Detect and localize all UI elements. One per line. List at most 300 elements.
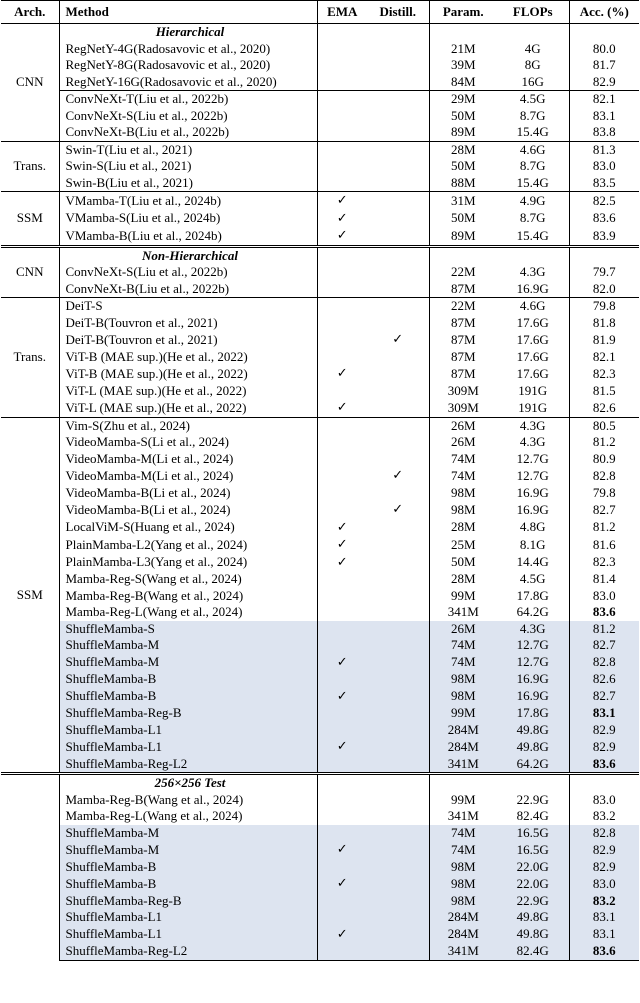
ema-cell [317, 519, 367, 537]
method-cell: LocalViM-S(Huang et al., 2024) [59, 519, 317, 537]
param-cell: 284M [429, 926, 497, 944]
table-row [1, 192, 639, 210]
acc-cell: 83.8 [592, 124, 616, 139]
distill-cell [367, 451, 429, 468]
ema-cell [317, 808, 367, 825]
ema-cell [317, 41, 367, 58]
table-row [1, 554, 639, 572]
table-row [1, 298, 639, 315]
method-cell: ShuffleMamba-B [59, 671, 317, 688]
ema-cell [317, 825, 367, 842]
checkmark-icon: ✓ [392, 502, 404, 517]
method-cell: Vim-S(Zhu et al., 2024) [59, 417, 317, 434]
arch-label: CNN [1, 246, 59, 298]
param-cell: 98M [429, 688, 497, 706]
method-cell: ViT-B (MAE sup.)(He et al., 2022) [59, 365, 317, 383]
param-cell: 89M [450, 227, 476, 243]
distill-cell [367, 108, 429, 125]
distill-cell [367, 467, 429, 485]
flops-cell: 49.8G [497, 926, 569, 944]
distill-cell [367, 141, 429, 158]
distill-cell [367, 281, 429, 298]
param-cell: 50M [450, 210, 476, 225]
distill-cell [367, 298, 429, 315]
arch-label: Trans. [1, 298, 59, 418]
param-cell: 87M [450, 348, 476, 364]
flops-cell: 16.9G [497, 501, 569, 519]
ema-cell [317, 654, 367, 672]
empty-cell [569, 774, 639, 792]
method-cell: Swin-S(Liu et al., 2021) [59, 158, 317, 175]
method-cell: ConvNeXt-S(Liu et al., 2022b) [59, 108, 317, 125]
table-row [1, 859, 639, 876]
flops-cell: 8.7G [497, 210, 569, 228]
method-cell: Mamba-Reg-L(Wang et al., 2024) [59, 604, 317, 621]
table-row [1, 108, 639, 125]
ema-cell [317, 264, 367, 281]
table-row [1, 175, 639, 192]
ema-cell [317, 571, 367, 588]
checkmark-icon: ✓ [336, 842, 348, 857]
empty-cell [429, 24, 497, 41]
arch-label: Trans. [1, 141, 59, 192]
distill-cell [367, 875, 429, 893]
ema-cell [317, 859, 367, 876]
flops-cell: 191G [497, 383, 569, 400]
param-cell: 98M [429, 875, 497, 893]
checkmark-icon: ✓ [336, 554, 348, 570]
method-cell: VideoMamba-B(Li et al., 2024) [59, 501, 317, 519]
param-cell: 99M [429, 705, 497, 722]
distill-cell [367, 227, 429, 246]
param-cell: 50M [450, 158, 476, 173]
table-row [1, 841, 639, 859]
table-row [1, 536, 639, 554]
distill-cell [367, 671, 429, 688]
acc-cell: 80.5 [569, 417, 639, 434]
method-cell: VideoMamba-M(Li et al., 2024) [59, 467, 317, 485]
param-cell: 26M [429, 417, 497, 434]
table-row [1, 738, 639, 756]
table-body [1, 24, 639, 961]
param-cell: 50M [450, 554, 476, 569]
ema-cell [317, 467, 367, 485]
param-cell: 284M [429, 909, 497, 926]
ema-cell [317, 298, 367, 315]
table-row [1, 74, 639, 91]
arch-label: SSM [1, 192, 59, 247]
flops-cell: 22.9G [497, 792, 569, 809]
arch-label [1, 774, 59, 961]
acc-value-best: 83.6 [592, 943, 616, 958]
method-cell: RegNetY-8G(Radosavovic et al., 2020) [59, 57, 317, 74]
distill-cell [367, 399, 429, 417]
ema-cell [317, 738, 367, 756]
checkmark-icon: ✓ [336, 688, 348, 704]
param-cell: 88M [450, 174, 476, 190]
arch-label: CNN [1, 24, 59, 142]
flops-cell: 12.7G [497, 451, 569, 468]
flops-cell: 8.7G [497, 158, 569, 175]
method-cell: Mamba-Reg-L(Wang et al., 2024) [59, 808, 317, 825]
table-row [1, 124, 639, 141]
flops-cell: 16.9G [497, 485, 569, 502]
table-row [1, 451, 639, 468]
param-cell: 87M [450, 365, 476, 381]
method-cell: ShuffleMamba-M [59, 825, 317, 842]
param-cell: 74M [429, 637, 497, 654]
ema-cell [317, 192, 367, 210]
header-flops: FLOPs [497, 1, 569, 24]
flops-cell: 191G [497, 399, 569, 417]
ema-cell [317, 554, 367, 572]
flops-cell: 17.6G [497, 315, 569, 332]
acc-cell: 81.5 [592, 382, 616, 398]
flops-cell: 4.3G [497, 264, 569, 281]
distill-cell [367, 331, 429, 349]
distill-cell [367, 588, 429, 605]
acc-cell: 82.7 [592, 501, 616, 517]
empty-cell [497, 24, 569, 41]
table-row [1, 501, 639, 519]
acc-cell: 81.2 [569, 621, 639, 638]
flops-cell: 17.8G [497, 588, 569, 605]
acc-cell: 83.2 [592, 808, 616, 823]
ema-cell [317, 588, 367, 605]
method-cell: ShuffleMamba-B [59, 875, 317, 893]
distill-cell [367, 349, 429, 366]
param-cell: 98M [450, 484, 476, 500]
table-row [1, 926, 639, 944]
param-cell: 99M [450, 587, 476, 603]
flops-cell: 4G [497, 41, 569, 58]
ema-cell [317, 91, 367, 108]
acc-cell [569, 893, 639, 910]
flops-cell: 8G [497, 57, 569, 74]
table-row [1, 434, 639, 451]
acc-cell: 82.6 [569, 671, 639, 688]
table-row [1, 141, 639, 158]
param-cell: 74M [429, 841, 497, 859]
method-cell: ShuffleMamba-L1 [59, 722, 317, 739]
method-cell: DeiT-B(Touvron et al., 2021) [59, 315, 317, 332]
checkmark-icon: ✓ [336, 739, 348, 754]
distill-cell [367, 621, 429, 638]
distill-cell [367, 825, 429, 842]
checkmark-icon: ✓ [392, 332, 404, 347]
table-row [1, 875, 639, 893]
method-cell: ShuffleMamba-M [59, 841, 317, 859]
ema-cell [317, 141, 367, 158]
param-cell: 98M [429, 859, 497, 876]
method-cell: VideoMamba-B(Li et al., 2024) [59, 485, 317, 502]
ema-cell [317, 331, 367, 349]
table-row [1, 909, 639, 926]
param-cell: 87M [450, 314, 476, 330]
section-title-row [1, 24, 639, 41]
method-cell: ShuffleMamba-B [59, 688, 317, 706]
distill-cell [367, 808, 429, 825]
ema-cell [317, 875, 367, 893]
acc-cell: 82.9 [569, 738, 639, 756]
method-cell: ShuffleMamba-M [59, 654, 317, 672]
acc-cell: 83.1 [592, 107, 616, 123]
acc-cell: 82.7 [569, 637, 639, 654]
section-title: Non-Hierarchical [59, 246, 317, 264]
acc-cell: 82.6 [592, 399, 616, 415]
distill-cell [367, 909, 429, 926]
method-cell: ConvNeXt-S(Liu et al., 2022b) [59, 264, 317, 281]
ema-cell [317, 926, 367, 944]
acc-cell: 82.8 [569, 654, 639, 672]
ema-cell [317, 485, 367, 502]
ema-cell [317, 909, 367, 926]
distill-cell [367, 315, 429, 332]
distill-cell [367, 654, 429, 672]
distill-cell [367, 383, 429, 400]
flops-cell: 22.0G [497, 859, 569, 876]
flops-cell: 4.8G [497, 519, 569, 537]
table-row [1, 383, 639, 400]
flops-cell: 49.8G [497, 909, 569, 926]
table-row [1, 41, 639, 58]
flops-cell: 12.7G [497, 467, 569, 485]
acc-cell: 83.1 [569, 909, 639, 926]
table-row [1, 227, 639, 246]
table-row [1, 349, 639, 366]
checkmark-icon: ✓ [336, 228, 348, 243]
method-cell: ShuffleMamba-L1 [59, 738, 317, 756]
method-cell: DeiT-S [59, 298, 317, 315]
table-row [1, 264, 639, 281]
ema-cell [317, 383, 367, 400]
param-cell: 22M [450, 264, 476, 279]
acc-cell: 79.8 [592, 484, 616, 500]
ema-cell [317, 315, 367, 332]
method-cell: ConvNeXt-B(Liu et al., 2022b) [59, 124, 317, 141]
ema-cell [317, 158, 367, 175]
method-cell: ConvNeXt-B(Liu et al., 2022b) [59, 281, 317, 298]
ema-cell [317, 108, 367, 125]
param-cell: 74M [429, 825, 497, 842]
param-cell: 50M [450, 107, 476, 123]
ema-cell [317, 792, 367, 809]
distill-cell [367, 722, 429, 739]
checkmark-icon: ✓ [336, 654, 348, 670]
acc-value-best: 83.6 [592, 604, 616, 619]
ema-cell [317, 124, 367, 141]
flops-cell: 16.5G [497, 825, 569, 842]
acc-cell [569, 705, 639, 722]
ema-cell [317, 281, 367, 298]
ema-cell [317, 349, 367, 366]
param-cell: 98M [429, 671, 497, 688]
method-cell: ShuffleMamba-Reg-L2 [59, 756, 317, 774]
distill-cell [367, 554, 429, 572]
table-row [1, 571, 639, 588]
distill-cell [367, 792, 429, 809]
empty-cell [317, 774, 367, 792]
flops-cell: 4.6G [497, 141, 569, 158]
acc-value-best: 83.1 [592, 705, 616, 720]
table-row [1, 588, 639, 605]
distill-cell [367, 893, 429, 910]
ema-cell [317, 417, 367, 434]
flops-cell: 15.4G [497, 227, 569, 246]
distill-cell [367, 841, 429, 859]
param-cell: 26M [429, 621, 497, 638]
acc-cell: 82.7 [569, 688, 639, 706]
param-cell: 84M [450, 73, 476, 89]
flops-cell: 15.4G [497, 124, 569, 141]
table-row [1, 756, 639, 774]
empty-cell [569, 24, 639, 41]
distill-cell [367, 41, 429, 58]
distill-cell [367, 756, 429, 774]
distill-cell [367, 365, 429, 383]
flops-cell: 17.6G [497, 349, 569, 366]
section-title: Hierarchical [59, 24, 317, 41]
distill-cell [367, 738, 429, 756]
flops-cell: 4.3G [497, 434, 569, 451]
table-row [1, 637, 639, 654]
distill-cell [367, 192, 429, 210]
param-cell: 89M [450, 124, 476, 139]
flops-cell: 22.0G [497, 875, 569, 893]
flops-cell: 64.2G [497, 604, 569, 621]
section-title: 256×256 Test [59, 774, 317, 792]
method-cell: VideoMamba-S(Li et al., 2024) [59, 434, 317, 451]
ema-cell [317, 621, 367, 638]
method-cell: RegNetY-16G(Radosavovic et al., 2020) [59, 74, 317, 91]
table-row [1, 621, 639, 638]
ema-cell [317, 637, 367, 654]
ema-cell [317, 175, 367, 192]
acc-cell: 82.5 [569, 192, 639, 210]
flops-cell: 82.4G [497, 808, 569, 825]
param-cell: 87M [450, 331, 476, 347]
flops-cell: 16G [497, 74, 569, 91]
flops-cell: 17.8G [497, 705, 569, 722]
method-cell: ConvNeXt-T(Liu et al., 2022b) [59, 91, 317, 108]
distill-cell [367, 417, 429, 434]
acc-cell: 83.9 [592, 227, 616, 243]
acc-value-best: 83.2 [592, 892, 616, 908]
arch-label: SSM [1, 417, 59, 774]
method-cell: Mamba-Reg-B(Wang et al., 2024) [59, 588, 317, 605]
param-cell: 29M [429, 91, 497, 108]
method-cell: ShuffleMamba-Reg-B [59, 893, 317, 910]
header-ema: EMA [317, 1, 367, 24]
table-row [1, 281, 639, 298]
param-cell: 99M [450, 791, 476, 807]
table-row [1, 485, 639, 502]
flops-cell: 4.3G [497, 417, 569, 434]
checkmark-icon: ✓ [336, 926, 348, 942]
method-cell: DeiT-B(Touvron et al., 2021) [59, 331, 317, 349]
acc-cell: 82.9 [592, 73, 616, 89]
distill-cell [367, 485, 429, 502]
empty-cell [429, 246, 497, 264]
param-cell: 74M [450, 467, 476, 483]
param-cell: 309M [447, 382, 479, 398]
flops-cell: 15.4G [497, 175, 569, 192]
acc-cell: 81.8 [592, 314, 616, 330]
table-row [1, 654, 639, 672]
acc-cell [569, 604, 639, 621]
distill-cell [367, 536, 429, 554]
acc-cell: 81.7 [592, 57, 616, 72]
param-cell: 341M [429, 756, 497, 774]
ema-cell [317, 722, 367, 739]
header-acc: Acc. (%) [569, 1, 639, 24]
header-method: Method [59, 1, 317, 24]
flops-cell: 49.8G [497, 738, 569, 756]
param-cell: 28M [450, 519, 476, 534]
flops-cell: 4.3G [497, 621, 569, 638]
param-cell: 22M [429, 298, 497, 315]
method-cell: ShuffleMamba-B [59, 859, 317, 876]
method-cell: ShuffleMamba-L1 [59, 926, 317, 944]
table-row [1, 467, 639, 485]
table-row [1, 722, 639, 739]
table-row [1, 893, 639, 910]
flops-cell: 16.9G [497, 671, 569, 688]
distill-cell [367, 175, 429, 192]
acc-value-best: 83.6 [592, 755, 616, 771]
flops-cell: 12.7G [497, 654, 569, 672]
acc-cell: 80.9 [592, 450, 616, 466]
checkmark-icon: ✓ [336, 366, 348, 381]
flops-cell: 17.6G [497, 331, 569, 349]
param-cell: 341M [447, 808, 479, 823]
table-row [1, 365, 639, 383]
header-param: Param. [429, 1, 497, 24]
distill-cell [367, 501, 429, 519]
param-cell: 341M [429, 943, 497, 960]
ema-cell [317, 688, 367, 706]
flops-cell: 16.5G [497, 841, 569, 859]
distill-cell [367, 434, 429, 451]
table-row [1, 417, 639, 434]
empty-cell [367, 246, 429, 264]
table-row [1, 808, 639, 825]
distill-cell [367, 91, 429, 108]
acc-cell: 82.8 [569, 825, 639, 842]
section-title-row [1, 774, 639, 792]
distill-cell [367, 571, 429, 588]
method-cell: PlainMamba-L3(Yang et al., 2024) [59, 554, 317, 572]
empty-cell [367, 774, 429, 792]
method-cell: ViT-L (MAE sup.)(He et al., 2022) [59, 383, 317, 400]
flops-cell: 17.6G [497, 365, 569, 383]
param-cell: 87M [450, 280, 476, 296]
checkmark-icon: ✓ [336, 210, 348, 226]
empty-cell [429, 774, 497, 792]
table-row [1, 705, 639, 722]
empty-cell [317, 246, 367, 264]
acc-cell: 81.6 [592, 536, 616, 552]
acc-cell: 82.1 [569, 91, 639, 108]
param-cell: 21M [450, 40, 476, 56]
flops-cell: 12.7G [497, 637, 569, 654]
table-row [1, 519, 639, 537]
acc-cell: 83.0 [592, 158, 616, 173]
acc-cell: 82.9 [569, 722, 639, 739]
method-cell: VMamba-B(Liu et al., 2024b) [59, 227, 317, 246]
ema-cell [317, 399, 367, 417]
method-cell: Swin-T(Liu et al., 2021) [59, 141, 317, 158]
